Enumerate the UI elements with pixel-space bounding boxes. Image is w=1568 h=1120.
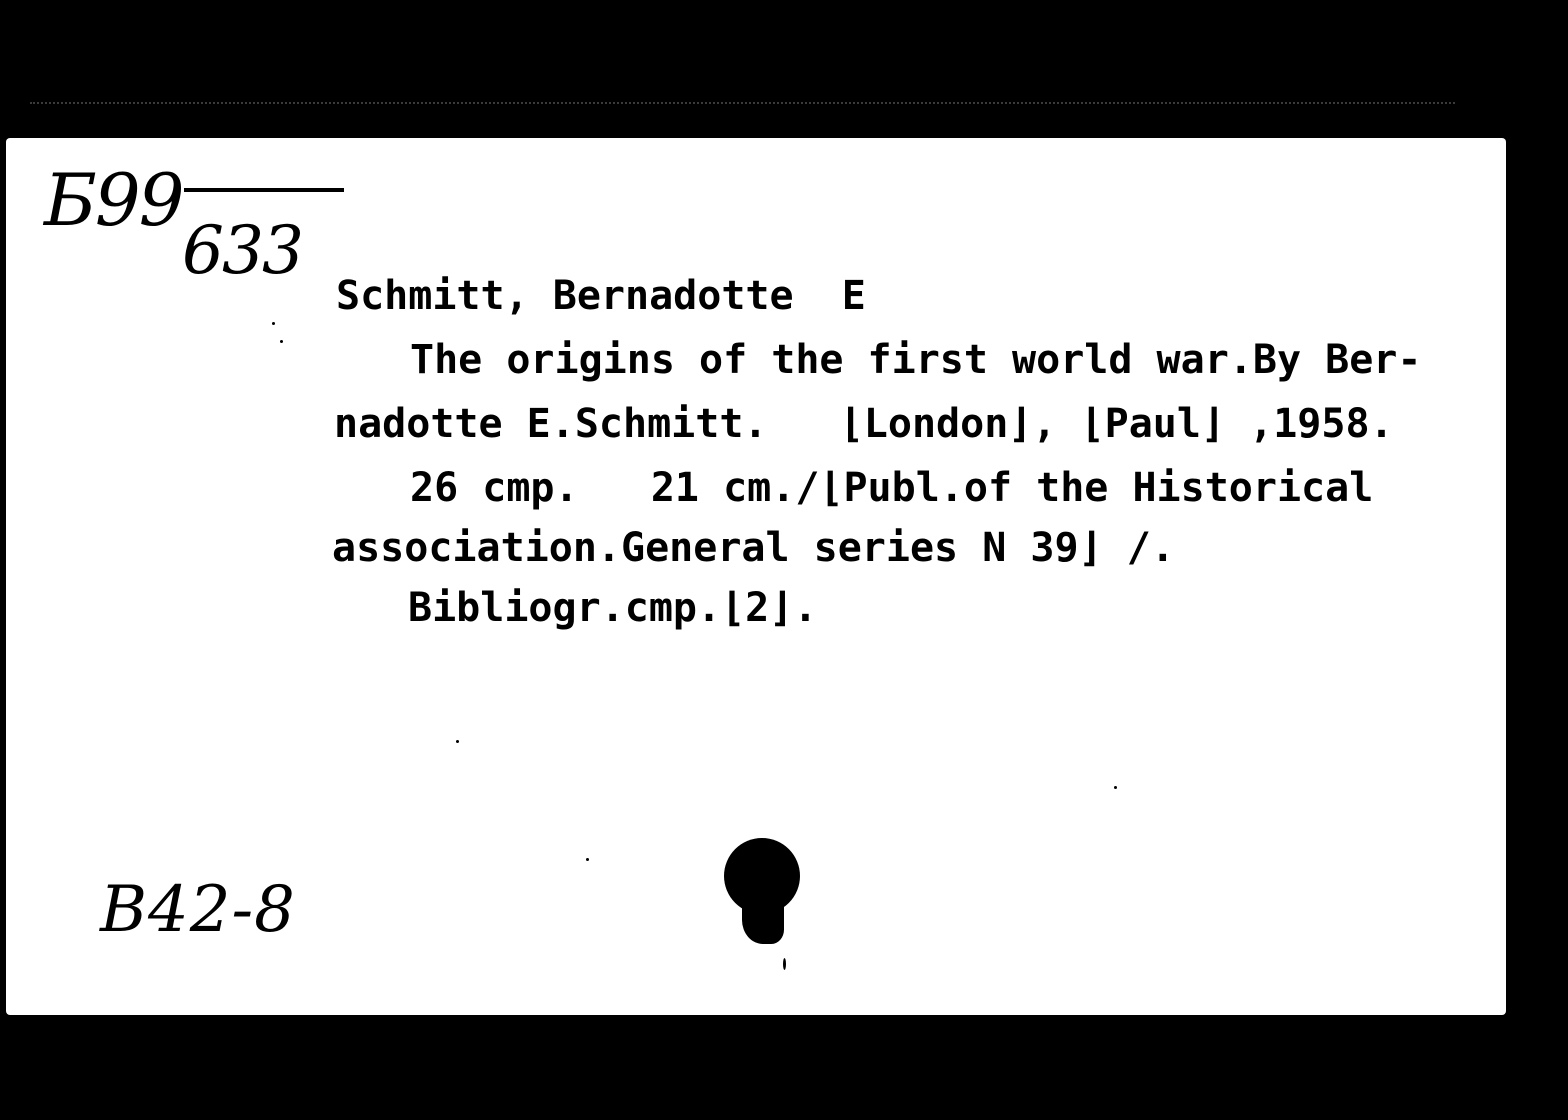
collation-line-1: 26 cmp. 21 cm./⌊Publ.of the Historical (410, 465, 1374, 511)
call-number (44, 160, 324, 300)
author-heading: Schmitt, Bernadotte E (336, 273, 866, 319)
scan-speck (1114, 786, 1117, 789)
call-number-sub: 633 (182, 212, 302, 289)
scan-speck (586, 858, 589, 861)
title-line-1: The origins of the first world war.By Ber- (410, 337, 1422, 383)
title-line-2: nadotte E.Schmitt. ⌊London⌋, ⌊Paul⌋ ,1958. (334, 401, 1394, 447)
scan-speck (456, 740, 459, 743)
punch-hole-tear (742, 896, 784, 944)
scan-edge-line (30, 102, 1455, 104)
scan-speck (280, 340, 283, 343)
scan-speck (783, 958, 786, 970)
call-number-main: Б99 (44, 158, 183, 242)
collation-line-2: association.General series N 39⌋ /. (332, 525, 1175, 571)
notes-line: Bibliogr.cmp.⌊2⌋. (408, 585, 818, 631)
shelf-mark: B42-8 (100, 873, 296, 947)
call-number-fraction-bar (184, 188, 344, 192)
scan-speck (272, 322, 275, 325)
